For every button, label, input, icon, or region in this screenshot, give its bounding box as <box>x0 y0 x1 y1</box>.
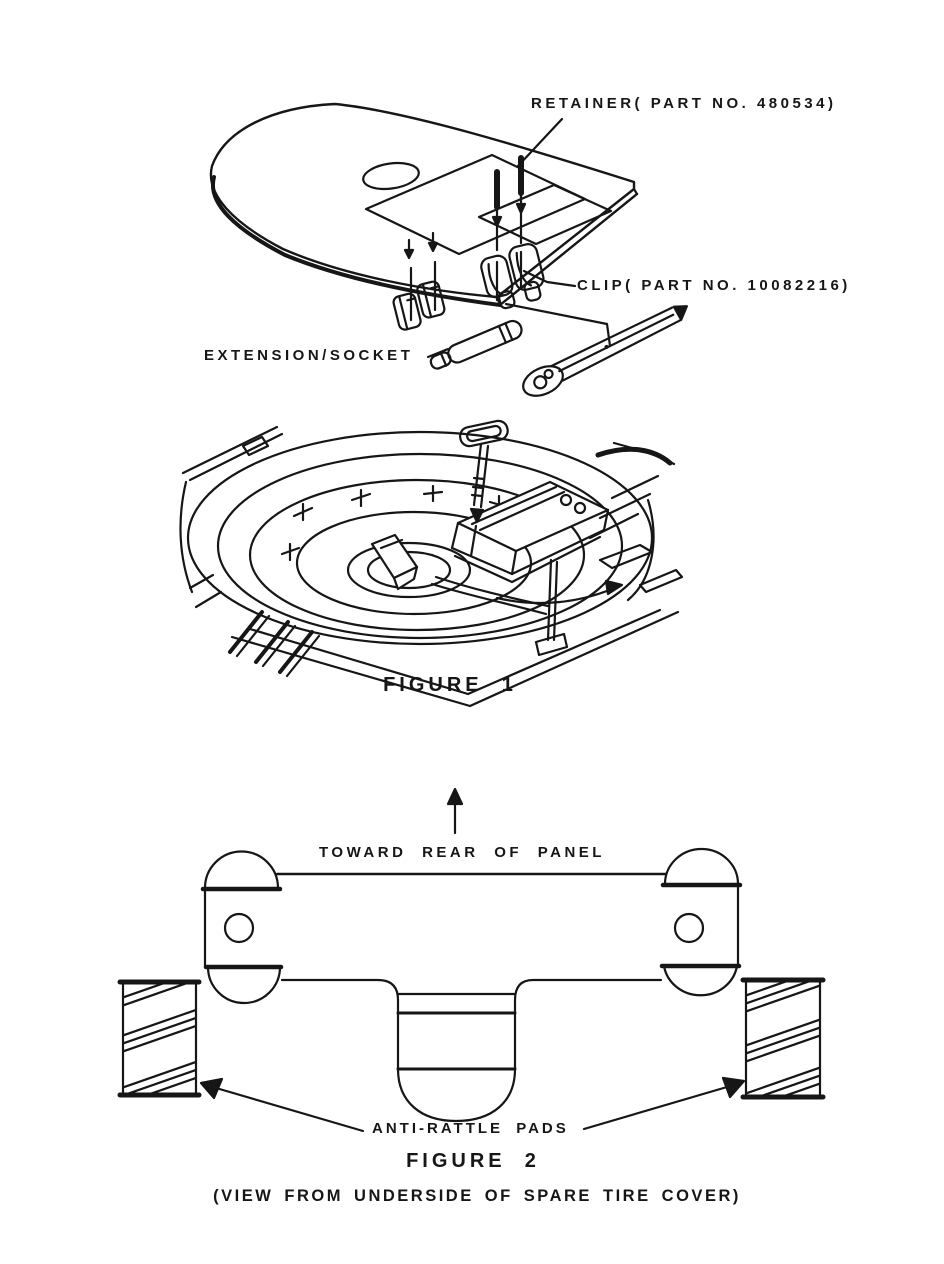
bracket-hole-left <box>225 914 253 942</box>
anti-rattle-pads-label: ANTI-RATTLE PADS <box>372 1120 569 1137</box>
retainer-leader-line <box>518 119 562 166</box>
figure1-tire-well-drawing <box>180 427 682 706</box>
retainer-part-label: RETAINER( PART NO. 480534) <box>531 95 837 112</box>
anti-rattle-pad-right <box>733 965 833 1114</box>
clip-part-label: CLIP( PART NO. 10082216) <box>577 277 851 294</box>
figure1-caption: FIGURE 1 <box>383 674 517 696</box>
retainer-pins-drawing <box>405 158 525 320</box>
figure2-retainer-bracket-drawing <box>203 789 740 1121</box>
toward-rear-label: TOWARD REAR OF PANEL <box>319 844 605 861</box>
lug-wrench-drawing <box>518 301 695 402</box>
figure2-subcaption: (VIEW FROM UNDERSIDE OF SPARE TIRE COVER) <box>213 1187 741 1205</box>
wrench-stow-leader-line <box>506 304 610 346</box>
figure1-cover-panel-drawing <box>211 104 637 305</box>
extension-socket-drawing <box>428 318 524 372</box>
figure2-caption: FIGURE 2 <box>406 1150 540 1172</box>
bracket-hole-right <box>675 914 703 942</box>
extension-socket-label: EXTENSION/SOCKET <box>204 347 414 364</box>
anti-rattle-pad-left <box>110 967 210 1132</box>
